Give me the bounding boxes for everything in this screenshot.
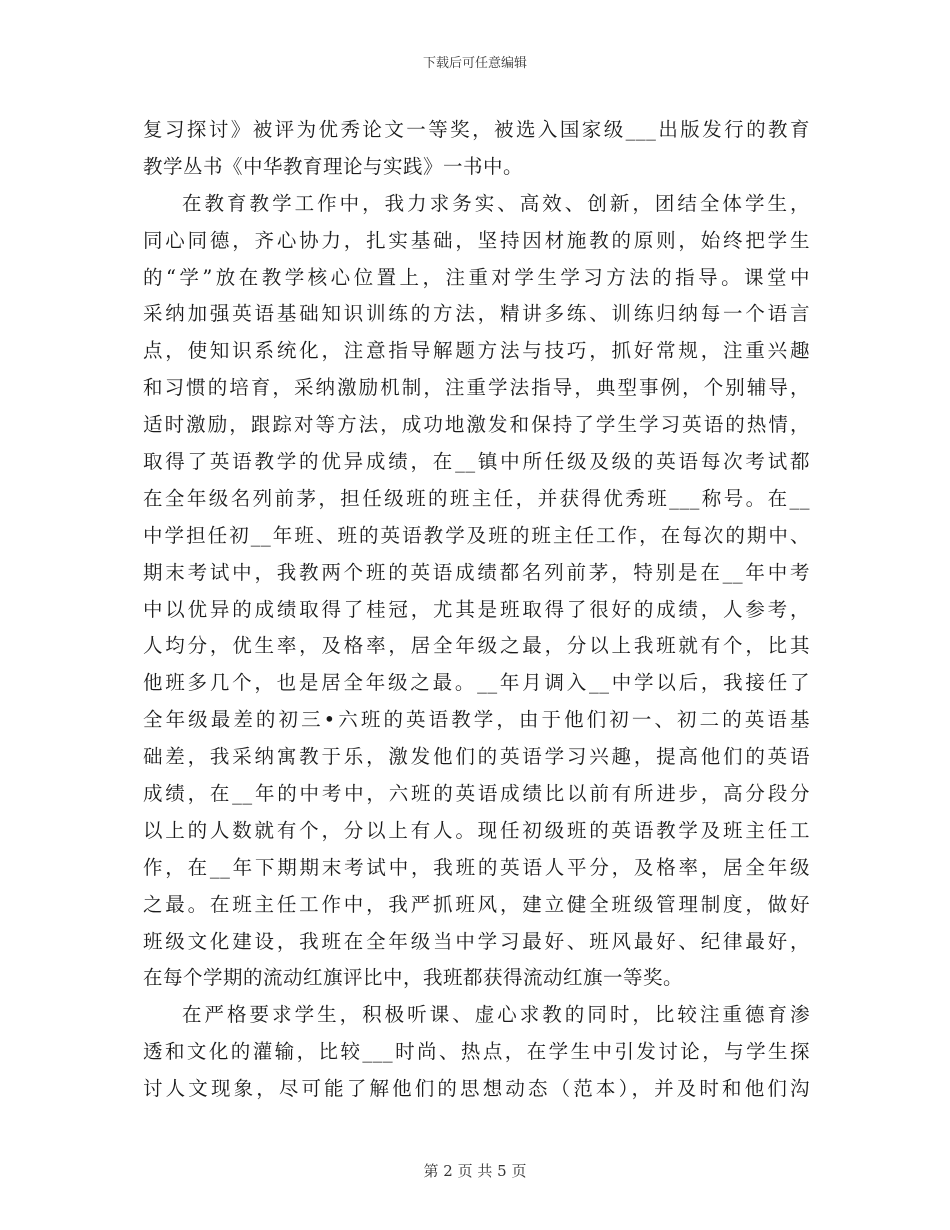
paragraph-2-line-6: 和习惯的培育，采纳激励机制，注重学法指导，典型事例，个别辅导， xyxy=(143,376,810,400)
paragraph-2-line-13: 人均分，优生率，及格率，居全年级之最，分以上我班就有个，比其 xyxy=(143,634,810,658)
paragraph-2-line-8: 取得了英语教学的优异成绩，在__镇中所任级及级的英语每次考试都 xyxy=(143,450,810,474)
paragraph-2-line-11: 期末考试中，我教两个班的英语成绩都名列前茅，特别是在__年中考 xyxy=(143,560,810,584)
paragraph-2-line-12: 中以优异的成绩取得了桂冠，尤其是班取得了很好的成绩，人参考， xyxy=(143,597,810,621)
paragraph-2-line-9: 在全年级名列前茅，担任级班的班主任，并获得优秀班___称号。在__ xyxy=(143,486,810,510)
paragraph-2-line-18: 以上的人数就有个，分以上有人。现任初级班的英语教学及班主任工 xyxy=(143,818,810,842)
paragraph-3-line-1: 在严格要求学生，积极听课、虚心求教的同时，比较注重德育渗 xyxy=(182,1003,810,1027)
paragraph-2-line-20: 之最。在班主任工作中，我严抓班风，建立健全班级管理制度，做好 xyxy=(143,892,810,916)
paragraph-2-line-7: 适时激励，跟踪对等方法，成功地激发和保持了学生学习英语的热情， xyxy=(143,413,810,437)
paragraph-2-line-21: 班级文化建设，我班在全年级当中学习最好、班风最好、纪律最好， xyxy=(143,929,810,953)
paragraph-1-line-1: 复习探讨》被评为优秀论文一等奖，被选入国家级___出版发行的教育 xyxy=(143,118,810,141)
paragraph-2-line-3: 的“学”放在教学核心位置上，注重对学生学习方法的指导。课堂中 xyxy=(143,265,810,289)
paragraph-1-line-2: 教学丛书《中华教育理论与实践》一书中。 xyxy=(143,154,524,178)
paragraph-2-line-4: 采纳加强英语基础知识训练的方法，精讲多练、训练归纳每一个语言 xyxy=(143,302,810,326)
paragraph-2-line-1: 在教育教学工作中，我力求务实、高效、创新，团结全体学生， xyxy=(182,191,810,215)
page-header: 下载后可任意编辑 xyxy=(422,56,527,71)
paragraph-2-line-2: 同心同德，齐心协力，扎实基础，坚持因材施教的原则，始终把学生 xyxy=(143,228,810,252)
paragraph-2-line-19: 作，在__年下期期末考试中，我班的英语人平分，及格率，居全年级 xyxy=(143,855,810,879)
paragraph-2-line-15: 全年级最差的初三•六班的英语教学，由于他们初一、初二的英语基 xyxy=(143,708,810,732)
paragraph-2-line-17: 成绩，在__年的中考中，六班的英语成绩比以前有所进步，高分段分 xyxy=(143,782,810,806)
page-footer: 第 2 页 共 5 页 xyxy=(423,1162,527,1180)
paragraph-2-line-22: 在每个学期的流动红旗评比中，我班都获得流动红旗一等奖。 xyxy=(143,966,684,990)
paragraph-3-line-2: 透和文化的灌输，比较___时尚、热点，在学生中引发讨论，与学生探 xyxy=(143,1040,810,1064)
paragraph-2-line-5: 点，使知识系统化，注意指导解题方法与技巧，抓好常规，注重兴趣 xyxy=(143,339,810,363)
paragraph-2-line-16: 础差，我采纳寓教于乐，激发他们的英语学习兴趣，提高他们的英语 xyxy=(143,745,810,769)
paragraph-2-line-10: 中学担任初__年班、班的英语教学及班的班主任工作，在每次的期中、 xyxy=(143,523,810,547)
paragraph-2-line-14: 他班多几个，也是居全年级之最。__年月调入__中学以后，我接任了 xyxy=(143,671,810,695)
document-body xyxy=(143,112,810,1108)
paragraph-3-line-3: 讨人文现象，尽可能了解他们的思想动态（范本），并及时和他们沟 xyxy=(143,1077,810,1101)
